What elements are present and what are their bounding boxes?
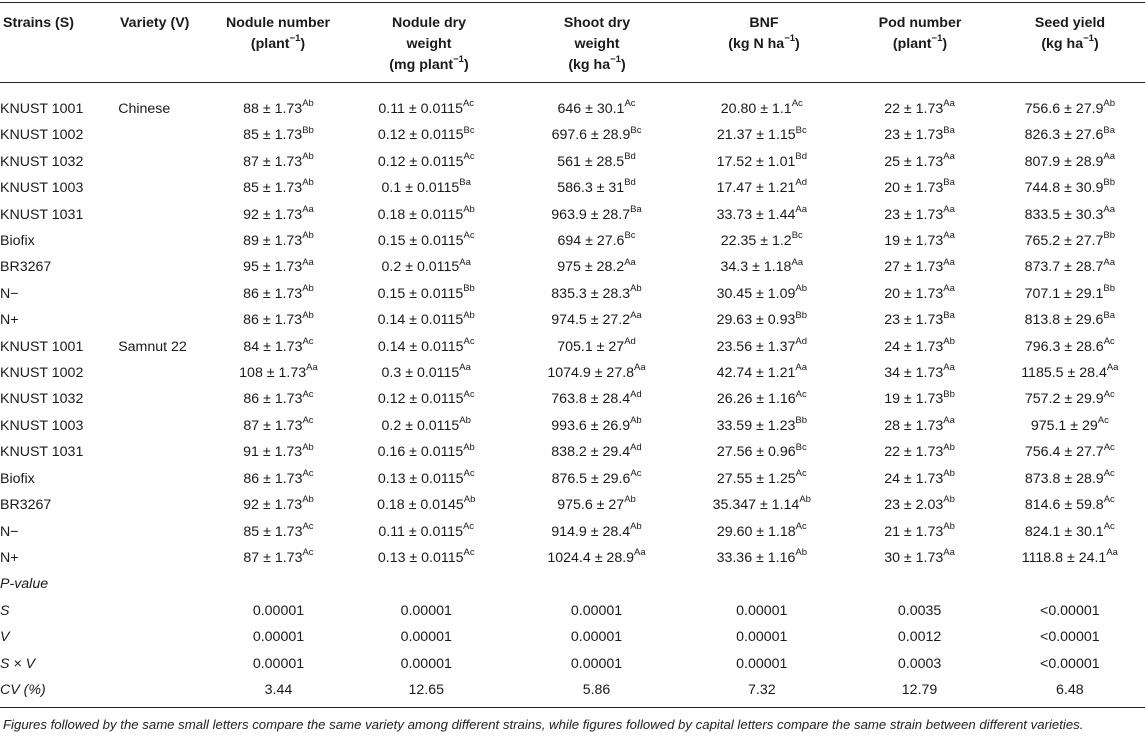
value-cell: $0.3 \pm 0.0115^{Aa}$ bbox=[381, 362, 471, 382]
value-cell: $744.8 \pm 30.9^{Bb}$ bbox=[1024, 177, 1116, 197]
value-cell: $876.5 \pm 29.6^{Ac}$ bbox=[551, 467, 642, 487]
stats-value: 0.00001 bbox=[736, 602, 788, 619]
strain-cell: KNUST 1001 bbox=[0, 101, 84, 117]
value-cell: $873.7 \pm 28.7^{Aa}$ bbox=[1024, 256, 1116, 276]
variety-cell bbox=[118, 175, 218, 201]
stats-value: 0.00001 bbox=[252, 602, 305, 619]
value-cell: $42.74 \pm 1.21^{Aa}$ bbox=[716, 362, 807, 382]
empty-cell bbox=[118, 571, 218, 597]
table-footnote: Figures followed by the same small letters compare the same variety among different strains, while figures followed by capital letters compare the same strain between different varieties. bbox=[3, 717, 1084, 732]
variety-cell bbox=[118, 519, 218, 545]
empty-cell bbox=[118, 651, 218, 677]
stats-title: P-value bbox=[0, 576, 49, 593]
stats-value: 0.0012 bbox=[897, 629, 942, 646]
table-row bbox=[0, 334, 1145, 360]
value-cell: $30.45 \pm 1.09^{Ab}$ bbox=[716, 283, 807, 302]
table-row bbox=[0, 96, 1145, 122]
strain-cell: KNUST 1031 bbox=[0, 444, 84, 461]
table-row bbox=[0, 175, 1145, 201]
value-cell: $87 \pm 1.73^{Ac}$ bbox=[243, 547, 314, 566]
value-cell: $33.73 \pm 1.44^{Aa}$ bbox=[716, 203, 807, 223]
value-cell: $25 \pm 1.73^{Aa}$ bbox=[884, 151, 955, 170]
value-cell: $27.55 \pm 1.25^{Ac}$ bbox=[716, 467, 807, 487]
stats-value: 6.48 bbox=[1056, 681, 1084, 698]
value-cell: $707.1 \pm 29.1^{Bb}$ bbox=[1024, 283, 1116, 302]
value-cell: $1118.8 \pm 24.1^{Aa}$ bbox=[1021, 547, 1118, 566]
stats-label: S × V bbox=[0, 655, 36, 672]
value-cell: $86 \pm 1.73^{Ac}$ bbox=[243, 388, 314, 408]
value-cell: $34 \pm 1.73^{Aa}$ bbox=[884, 362, 955, 382]
column-header: Nodule dry weight (mg plant$^{-1}$) bbox=[389, 15, 469, 73]
variety-cell bbox=[118, 545, 218, 571]
value-cell: $92 \pm 1.73^{Aa}$ bbox=[243, 203, 314, 223]
value-cell: $0.16 \pm 0.0115^{Ab}$ bbox=[377, 441, 475, 461]
table-row bbox=[0, 677, 1145, 703]
value-cell: $87 \pm 1.73^{Ac}$ bbox=[243, 415, 314, 434]
value-cell: $27 \pm 1.73^{Aa}$ bbox=[884, 256, 955, 276]
value-cell: $0.15 \pm 0.0115^{Ac}$ bbox=[377, 230, 475, 250]
stats-value: 0.00001 bbox=[400, 655, 452, 672]
stats-value: 7.32 bbox=[747, 681, 776, 698]
strain-cell: N+ bbox=[0, 312, 19, 329]
value-cell: $0.18 \pm 0.0145^{Ab}$ bbox=[377, 494, 476, 514]
strain-cell: KNUST 1001 bbox=[0, 338, 84, 355]
table-row bbox=[0, 228, 1145, 254]
value-cell: $975.1 \pm 29^{Ac}$ bbox=[1030, 415, 1109, 434]
value-cell: $756.4 \pm 27.7^{Ac}$ bbox=[1024, 441, 1115, 461]
value-cell: $0.11 \pm 0.0115^{Ac}$ bbox=[378, 520, 475, 540]
empty-cell bbox=[218, 571, 338, 597]
column-header: Nodule number (plant$^{-1}$) bbox=[225, 15, 331, 52]
strain-cell: N− bbox=[0, 523, 19, 540]
strain-cell: KNUST 1002 bbox=[0, 127, 84, 144]
value-cell: $23 \pm 1.73^{Ba}$ bbox=[884, 124, 955, 144]
value-cell: $0.2 \pm 0.0115^{Ab}$ bbox=[381, 415, 471, 434]
value-cell: $17.52 \pm 1.01^{Bd}$ bbox=[716, 151, 807, 170]
strain-cell: KNUST 1031 bbox=[0, 206, 84, 223]
empty-cell bbox=[844, 571, 994, 597]
variety-cell: Samnut 22 bbox=[118, 338, 187, 355]
stats-label: V bbox=[0, 629, 10, 646]
table-row bbox=[0, 386, 1145, 412]
value-cell: $87 \pm 1.73^{Ab}$ bbox=[243, 151, 314, 170]
table-row bbox=[0, 360, 1145, 386]
value-cell: $833.5 \pm 30.3^{Aa}$ bbox=[1024, 203, 1116, 223]
value-cell: $0.14 \pm 0.0115^{Ab}$ bbox=[377, 309, 475, 329]
value-cell: $23.56 \pm 1.37^{Ad}$ bbox=[716, 335, 807, 355]
stats-value: <0.00001 bbox=[1040, 655, 1100, 672]
value-cell: $20.80 \pm 1.1^{Ac}$ bbox=[720, 98, 803, 117]
value-cell: $20 \pm 1.73^{Ba}$ bbox=[884, 177, 955, 197]
value-cell: $85 \pm 1.73^{Ab}$ bbox=[243, 177, 314, 197]
table-row bbox=[0, 413, 1145, 439]
column-header: Seed yield (kg $ha^{-1}$) bbox=[1034, 15, 1106, 52]
value-cell: $22 \pm 1.73^{Aa}$ bbox=[884, 98, 955, 117]
value-cell: $0.2 \pm 0.0115^{Aa}$ bbox=[381, 256, 471, 276]
value-cell: $0.13 \pm 0.0115^{Ac}$ bbox=[377, 547, 475, 566]
table-row bbox=[0, 307, 1145, 333]
value-cell: $21.37 \pm 1.15^{Bc}$ bbox=[716, 124, 807, 144]
empty-cell bbox=[118, 598, 218, 624]
variety-cell bbox=[118, 439, 218, 465]
table-row bbox=[0, 122, 1145, 148]
value-cell: $86 \pm 1.73^{Ac}$ bbox=[243, 467, 314, 487]
value-cell: $586.3 \pm 31^{Bd}$ bbox=[557, 177, 636, 197]
value-cell: $91 \pm 1.73^{Ab}$ bbox=[243, 441, 314, 461]
table-row bbox=[0, 571, 1145, 597]
column-header: Pod number (plant$^{-1}$) bbox=[878, 15, 962, 52]
value-cell: $0.11 \pm 0.0115^{Ac}$ bbox=[378, 98, 475, 117]
value-cell: $26.26 \pm 1.16^{Ac}$ bbox=[716, 388, 807, 408]
value-cell: $0.12 \pm 0.0115^{Ac}$ bbox=[377, 151, 475, 170]
value-cell: $23 \pm 2.03^{Ab}$ bbox=[884, 494, 955, 514]
bottom-rule bbox=[0, 707, 1145, 708]
stats-value: 0.00001 bbox=[400, 629, 452, 646]
strain-cell: KNUST 1032 bbox=[0, 391, 84, 408]
variety-cell bbox=[118, 413, 218, 439]
table-row bbox=[0, 545, 1145, 571]
table-row bbox=[0, 439, 1145, 465]
value-cell: $697.6 \pm 28.9^{Bc}$ bbox=[551, 124, 642, 144]
variety-cell bbox=[118, 228, 218, 254]
value-cell: $89 \pm 1.73^{Ab}$ bbox=[243, 230, 314, 250]
value-cell: $21 \pm 1.73^{Ab}$ bbox=[884, 520, 955, 540]
variety-cell bbox=[118, 254, 218, 280]
strain-cell: Biofix bbox=[0, 233, 35, 250]
strain-cell: N+ bbox=[0, 549, 19, 566]
stats-value: 0.00001 bbox=[400, 602, 452, 619]
strain-cell: KNUST 1003 bbox=[0, 180, 84, 197]
empty-cell bbox=[514, 571, 679, 597]
stats-label: CV (%) bbox=[0, 681, 46, 698]
strain-cell: KNUST 1003 bbox=[0, 417, 84, 434]
table-row bbox=[0, 519, 1145, 545]
value-cell: $694 \pm 27.6^{Bc}$ bbox=[557, 230, 636, 250]
value-cell: $22.35 \pm 1.2^{Bc}$ bbox=[720, 230, 803, 250]
variety-cell bbox=[118, 307, 218, 333]
value-cell: $646 \pm 30.1^{Ac}$ bbox=[557, 98, 636, 117]
table-row bbox=[0, 149, 1145, 175]
variety-cell bbox=[118, 149, 218, 175]
stats-value: 5.86 bbox=[582, 681, 611, 698]
column-header: Strains (S) bbox=[3, 15, 74, 31]
value-cell: $85 \pm 1.73^{Ac}$ bbox=[243, 520, 314, 540]
value-cell: $813.8 \pm 29.6^{Ba}$ bbox=[1024, 309, 1116, 329]
strain-cell: KNUST 1002 bbox=[0, 365, 84, 382]
column-header: BNF (kg N $ha^{-1}$) bbox=[728, 15, 800, 52]
value-cell: $23 \pm 1.73^{Aa}$ bbox=[884, 203, 955, 223]
value-cell: $975 \pm 28.2^{Aa}$ bbox=[557, 256, 636, 276]
empty-cell bbox=[679, 571, 844, 597]
table-row bbox=[0, 651, 1145, 677]
value-cell: $27.56 \pm 0.96^{Bc}$ bbox=[716, 441, 807, 461]
top-rule bbox=[0, 2, 1145, 3]
value-cell: $765.2 \pm 27.7^{Bb}$ bbox=[1024, 230, 1116, 250]
value-cell: $19 \pm 1.73^{Bb}$ bbox=[884, 388, 955, 408]
value-cell: $756.6 \pm 27.9^{Ab}$ bbox=[1024, 98, 1116, 117]
variety-cell bbox=[118, 492, 218, 518]
variety-cell bbox=[118, 466, 218, 492]
stats-value: <0.00001 bbox=[1040, 629, 1100, 646]
stats-value: 0.0003 bbox=[897, 655, 942, 672]
variety-cell bbox=[118, 281, 218, 307]
variety-cell bbox=[118, 360, 218, 386]
value-cell: $86 \pm 1.73^{Ab}$ bbox=[243, 309, 314, 329]
table-row bbox=[0, 598, 1145, 624]
column-header: Shoot dry weight (kg $ha^{-1}$) bbox=[563, 15, 631, 73]
value-cell: $1074.9 \pm 27.8^{Aa}$ bbox=[547, 362, 646, 382]
value-cell: $835.3 \pm 28.3^{Ab}$ bbox=[551, 283, 642, 302]
strain-cell: KNUST 1032 bbox=[0, 153, 84, 170]
value-cell: $814.6 \pm 59.8^{Ac}$ bbox=[1024, 494, 1115, 514]
value-cell: $1024.4 \pm 28.9^{Aa}$ bbox=[547, 547, 646, 566]
strain-cell: Biofix bbox=[0, 470, 35, 487]
value-cell: $0.14 \pm 0.0115^{Ac}$ bbox=[377, 335, 475, 355]
empty-cell bbox=[339, 571, 514, 597]
table-row bbox=[0, 254, 1145, 280]
value-cell: $963.9 \pm 28.7^{Ba}$ bbox=[551, 203, 642, 223]
value-cell: $561 \pm 28.5^{Bd}$ bbox=[557, 151, 636, 170]
strain-cell: BR3267 bbox=[0, 259, 52, 276]
value-cell: $33.36 \pm 1.16^{Ab}$ bbox=[716, 547, 807, 566]
stats-value: 12.79 bbox=[901, 681, 938, 698]
value-cell: $0.12 \pm 0.0115^{Ac}$ bbox=[377, 388, 475, 408]
empty-cell bbox=[118, 624, 218, 650]
value-cell: $108 \pm 1.73^{Aa}$ bbox=[239, 362, 318, 382]
stats-value: <0.00001 bbox=[1040, 602, 1100, 619]
table-row bbox=[0, 624, 1145, 650]
value-cell: $20 \pm 1.73^{Aa}$ bbox=[884, 283, 955, 302]
stats-value: 0.00001 bbox=[570, 629, 623, 646]
value-cell: $19 \pm 1.73^{Aa}$ bbox=[884, 230, 955, 250]
stats-value: 0.00001 bbox=[570, 655, 623, 672]
value-cell: $30 \pm 1.73^{Aa}$ bbox=[884, 547, 955, 566]
stats-value: 0.00001 bbox=[252, 655, 305, 672]
value-cell: $838.2 \pm 29.4^{Ad}$ bbox=[551, 441, 642, 461]
value-cell: $35.347 \pm 1.14^{Ab}$ bbox=[712, 494, 811, 514]
value-cell: $993.6 \pm 26.9^{Ab}$ bbox=[551, 415, 642, 434]
stats-value: 0.0035 bbox=[897, 602, 942, 619]
value-cell: $24 \pm 1.73^{Ab}$ bbox=[884, 467, 955, 487]
table-row bbox=[0, 466, 1145, 492]
table-body bbox=[0, 96, 1145, 703]
column-header: Variety (V) bbox=[120, 15, 190, 31]
value-cell: $705.1 \pm 27^{Ad}$ bbox=[557, 335, 636, 355]
value-cell: $17.47 \pm 1.21^{Ad}$ bbox=[716, 177, 807, 197]
value-cell: $975.6 \pm 27^{Ab}$ bbox=[557, 494, 636, 514]
value-cell: $23 \pm 1.73^{Ba}$ bbox=[884, 309, 955, 329]
value-cell: $796.3 \pm 28.6^{Ac}$ bbox=[1024, 335, 1115, 355]
stats-label: S bbox=[0, 602, 10, 619]
stats-value: 0.00001 bbox=[570, 602, 623, 619]
strain-cell: N− bbox=[0, 285, 19, 302]
variety-cell bbox=[118, 202, 218, 228]
value-cell: $33.59 \pm 1.23^{Bb}$ bbox=[716, 415, 807, 434]
value-cell: $29.60 \pm 1.18^{Ac}$ bbox=[716, 520, 807, 540]
variety-cell bbox=[118, 122, 218, 148]
value-cell: $974.5 \pm 27.2^{Aa}$ bbox=[551, 309, 642, 329]
value-cell: $873.8 \pm 28.9^{Ac}$ bbox=[1024, 467, 1115, 487]
value-cell: $1185.5 \pm 28.4^{Aa}$ bbox=[1021, 362, 1119, 382]
stats-value: 3.44 bbox=[264, 681, 293, 698]
variety-cell bbox=[118, 386, 218, 412]
value-cell: $763.8 \pm 28.4^{Ad}$ bbox=[551, 388, 642, 408]
value-cell: $85 \pm 1.73^{Bb}$ bbox=[243, 124, 314, 144]
value-cell: $28 \pm 1.73^{Aa}$ bbox=[884, 415, 955, 434]
value-cell: $0.18 \pm 0.0115^{Ab}$ bbox=[377, 203, 475, 223]
value-cell: $0.1 \pm 0.0115^{Ba}$ bbox=[381, 177, 471, 197]
empty-cell bbox=[995, 571, 1145, 597]
stats-value: 12.65 bbox=[408, 681, 444, 698]
table-row bbox=[0, 492, 1145, 518]
value-cell: $34.3 \pm 1.18^{Aa}$ bbox=[720, 256, 804, 276]
variety-cell: Chinese bbox=[118, 101, 171, 117]
value-cell: $24 \pm 1.73^{Ab}$ bbox=[884, 335, 955, 355]
value-cell: $914.9 \pm 28.4^{Ab}$ bbox=[551, 520, 642, 540]
value-cell: $92 \pm 1.73^{Ab}$ bbox=[243, 494, 314, 514]
value-cell: $826.3 \pm 27.6^{Ba}$ bbox=[1024, 124, 1116, 144]
value-cell: $0.12 \pm 0.0115^{Bc}$ bbox=[377, 124, 475, 144]
header-rule bbox=[0, 82, 1145, 83]
value-cell: $22 \pm 1.73^{Ab}$ bbox=[884, 441, 955, 461]
value-cell: $88 \pm 1.73^{Ab}$ bbox=[243, 98, 314, 117]
table-row bbox=[0, 202, 1145, 228]
value-cell: $29.63 \pm 0.93^{Bb}$ bbox=[716, 309, 807, 329]
value-cell: $807.9 \pm 28.9^{Aa}$ bbox=[1024, 151, 1116, 170]
value-cell: $824.1 \pm 30.1^{Ac}$ bbox=[1024, 520, 1115, 540]
stats-value: 0.00001 bbox=[252, 629, 305, 646]
value-cell: $0.13 \pm 0.0115^{Ac}$ bbox=[377, 467, 475, 487]
value-cell: $757.2 \pm 29.9^{Ac}$ bbox=[1024, 388, 1115, 408]
stats-value: 0.00001 bbox=[736, 629, 788, 646]
value-cell: $95 \pm 1.73^{Aa}$ bbox=[243, 256, 314, 276]
value-cell: $86 \pm 1.73^{Ab}$ bbox=[243, 283, 314, 302]
empty-cell bbox=[118, 677, 218, 703]
value-cell: $0.15 \pm 0.0115^{Bb}$ bbox=[377, 283, 475, 302]
strain-cell: BR3267 bbox=[0, 497, 52, 514]
value-cell: $84 \pm 1.73^{Ac}$ bbox=[243, 335, 314, 355]
stats-value: 0.00001 bbox=[736, 655, 788, 672]
table-row bbox=[0, 281, 1145, 307]
